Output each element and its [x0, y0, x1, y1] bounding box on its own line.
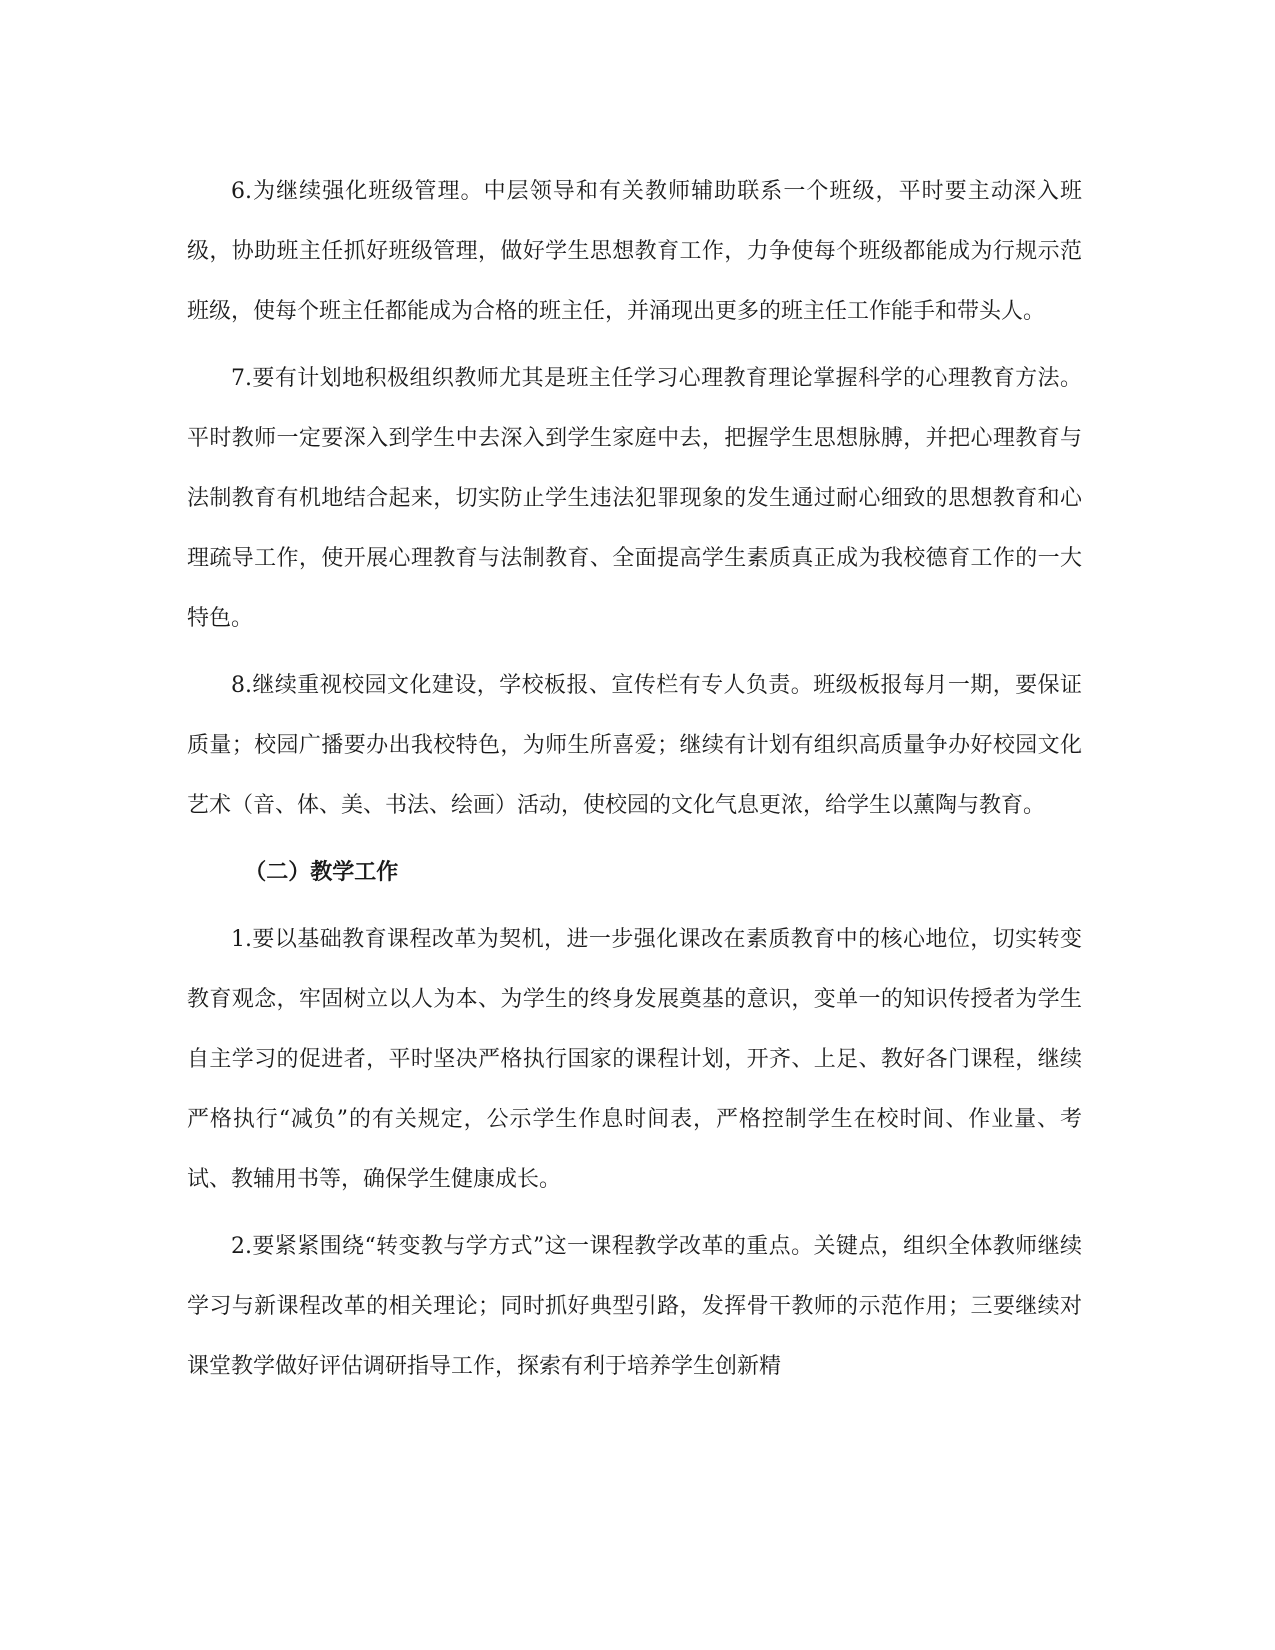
paragraph-6: 6.为继续强化班级管理。中层领导和有关教师辅助联系一个班级，平时要主动深入班级，协助班主任抓好班级管理，做好学生思想教育工作，力争使每个班级都能成为行规示范班级，使每个班主任都能成为合格的班主任，并涌现出更多的班主任工作能手和带头人。 [187, 179, 1082, 324]
paragraph-7: 7.要有计划地积极组织教师尤其是班主任学习心理教育理论掌握科学的心理教育方法。平时教师一定要深入到学生中去深入到学生家庭中去，把握学生思想脉膊，并把心理教育与法制教育有机地结合起来，切实防止学生违法犯罪现象的发生通过耐心细致的思想教育和心理疏导工作，使开展心理教育与法制教育、全面提高学生素质真正成为我校德育工作的一大特色。 [187, 366, 1082, 631]
paragraph-8: 8.继续重视校园文化建设，学校板报、宣传栏有专人负责。班级板报每月一期，要保证质量；校园广播要办出我校特色，为师生所喜爱；继续有计划有组织高质量争办好校园文化艺术（音、体、美、书法、绘画）活动，使校园的文化气息更浓，给学生以薰陶与教育。 [187, 673, 1082, 818]
document-body [187, 162, 1082, 1404]
section-paragraph-1: 1.要以基础教育课程改革为契机，进一步强化课改在素质教育中的核心地位，切实转变教育观念，牢固树立以人为本、为学生的终身发展奠基的意识，变单一的知识传授者为学生自主学习的促进者，平时坚决严格执行国家的课程计划，开齐、上足、教好各门课程，继续严格执行“减负”的有关规定，公示学生作息时间表，严格控制学生在校时间、作业量、考试、教辅用书等，确保学生健康成长。 [187, 927, 1082, 1192]
section-paragraph-2: 2.要紧紧围绕“转变教与学方式”这一课程教学改革的重点。关键点，组织全体教师继续学习与新课程改革的相关理论；同时抓好典型引路，发挥骨干教师的示范作用；三要继续对课堂教学做好评估调研指导工作，探索有利于培养学生创新精 [187, 1234, 1082, 1379]
section-heading: （二）教学工作 [244, 860, 399, 885]
